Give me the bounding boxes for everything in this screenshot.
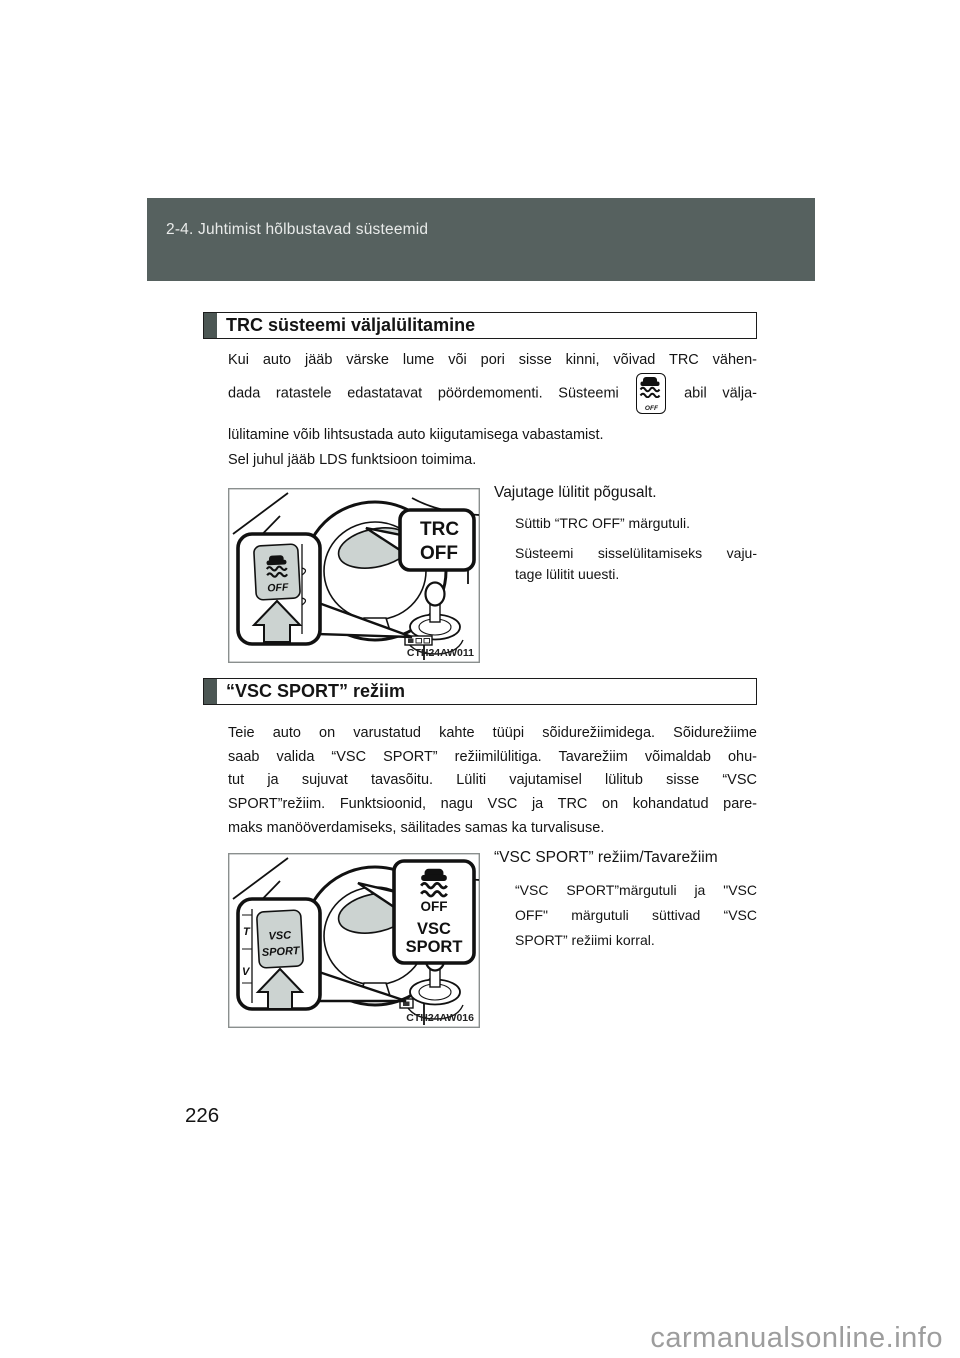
section2-instructions (494, 849, 757, 953)
instruction-sub (515, 878, 757, 953)
section1-paragraph-line1: Kui auto jääb värske lume või pori sisse kinni, võivad TRC vähen- (228, 352, 757, 368)
section1-header (203, 312, 757, 339)
figure-trc-off (228, 488, 480, 668)
callout-text-trc: TRC (420, 519, 460, 540)
section2-title: “VSC SPORT” režiim (226, 680, 406, 701)
figure-code: CTH24AW011 (406, 647, 474, 659)
instruction-sub2 (515, 543, 757, 585)
figure-vsc-sport-illustration (228, 853, 480, 1028)
switch-sport-label: SPORT (261, 945, 300, 959)
switch-off-label: OFF (267, 581, 289, 595)
trc-off-switch (254, 544, 301, 600)
instruction-heading: Vajutage lülitit põgusalt. (494, 484, 657, 501)
section2-paragraph-line5: maks manööverdamiseks, säilitades samas ka turvalisuse. (228, 819, 605, 836)
section1-instructions (494, 484, 757, 585)
chapter-header-bar (147, 198, 815, 281)
instruction-sub-line2: OFF" märgutuli süttivad “VSC (515, 907, 757, 923)
panel-label-t: T (243, 926, 250, 938)
vsc-sport-callout (394, 861, 474, 963)
page-number: 226 (185, 1104, 220, 1127)
watermark: carmanualsonline.info (650, 1322, 943, 1354)
callout-vsc-label: VSC (417, 920, 451, 938)
instruction-sub-line1: “VSC SPORT”märgutuli ja "VSC (515, 882, 757, 898)
section2-paragraph-line3: tut ja sujuvat tavasõitu. Lüliti vajutamisel lülitub sisse “VSC (228, 772, 757, 789)
callout-text-off: OFF (420, 543, 458, 564)
section1-paragraph-line4: Sel juhul jääb LDS funktsioon toimima. (228, 452, 477, 468)
figure-trc-off-illustration (228, 488, 480, 663)
button-inset (238, 534, 320, 644)
callout-sport-label: SPORT (405, 938, 463, 956)
instruction-sub-line3: SPORT” režiimi korral. (515, 932, 655, 948)
section1-title: TRC süsteemi väljalülitamine (226, 314, 476, 335)
figure-code: CTH24AW016 (406, 1012, 474, 1024)
chapter-title: 2-4. Juhtimist hõlbustavad süsteemid (166, 221, 429, 238)
button-inset (238, 899, 320, 1009)
section2-paragraph-line1: Teie auto on varustatud kahte tüüpi sõidurežiimidega. Sõidurežiime (228, 725, 757, 741)
section1-paragraph-line2 (228, 373, 757, 414)
section1-paragraph-line2-pre: dada ratastele edastatavat pöördemomenti. Süsteemi (228, 385, 619, 402)
section2-paragraph-line2: saab valida “VSC SPORT” režiimilülitiga. Tavarežiim võimaldab ohu- (228, 748, 757, 765)
callout-off-label: OFF (420, 899, 448, 914)
panel-label-v: V (242, 966, 250, 978)
instruction-sub2-line1: Süsteemi sisselülitamiseks vaju- (515, 545, 757, 561)
figure-vsc-sport (228, 853, 480, 1033)
section-accent-bar (204, 313, 217, 338)
skid-car-icon (637, 374, 663, 398)
section1-paragraph-line3: lülitamine võib lihtsustada auto kiigutamisega vabastamist. (228, 427, 604, 443)
section-accent-bar (204, 679, 217, 704)
trc-off-callout (400, 510, 474, 570)
instruction-heading: “VSC SPORT” režiim/Tavarežiim (494, 849, 718, 866)
section2-paragraph-line4: SPORT”režiim. Funktsioonid, nagu VSC ja TRC on kohandatud pare- (228, 796, 757, 813)
section2-header (203, 678, 757, 705)
switch-vsc-label: VSC (268, 929, 292, 943)
instruction-sub1: Süttib “TRC OFF” märgutuli. (515, 515, 691, 531)
instruction-sub2-line2: tage lülitit uuesti. (515, 566, 620, 582)
vsc-off-button-icon (636, 373, 666, 414)
vsc-off-button-label: OFF (644, 405, 658, 412)
section2-paragraph (228, 722, 757, 840)
vsc-sport-switch (257, 910, 304, 968)
section1-paragraph-line2-post: abil välja- (684, 385, 757, 402)
